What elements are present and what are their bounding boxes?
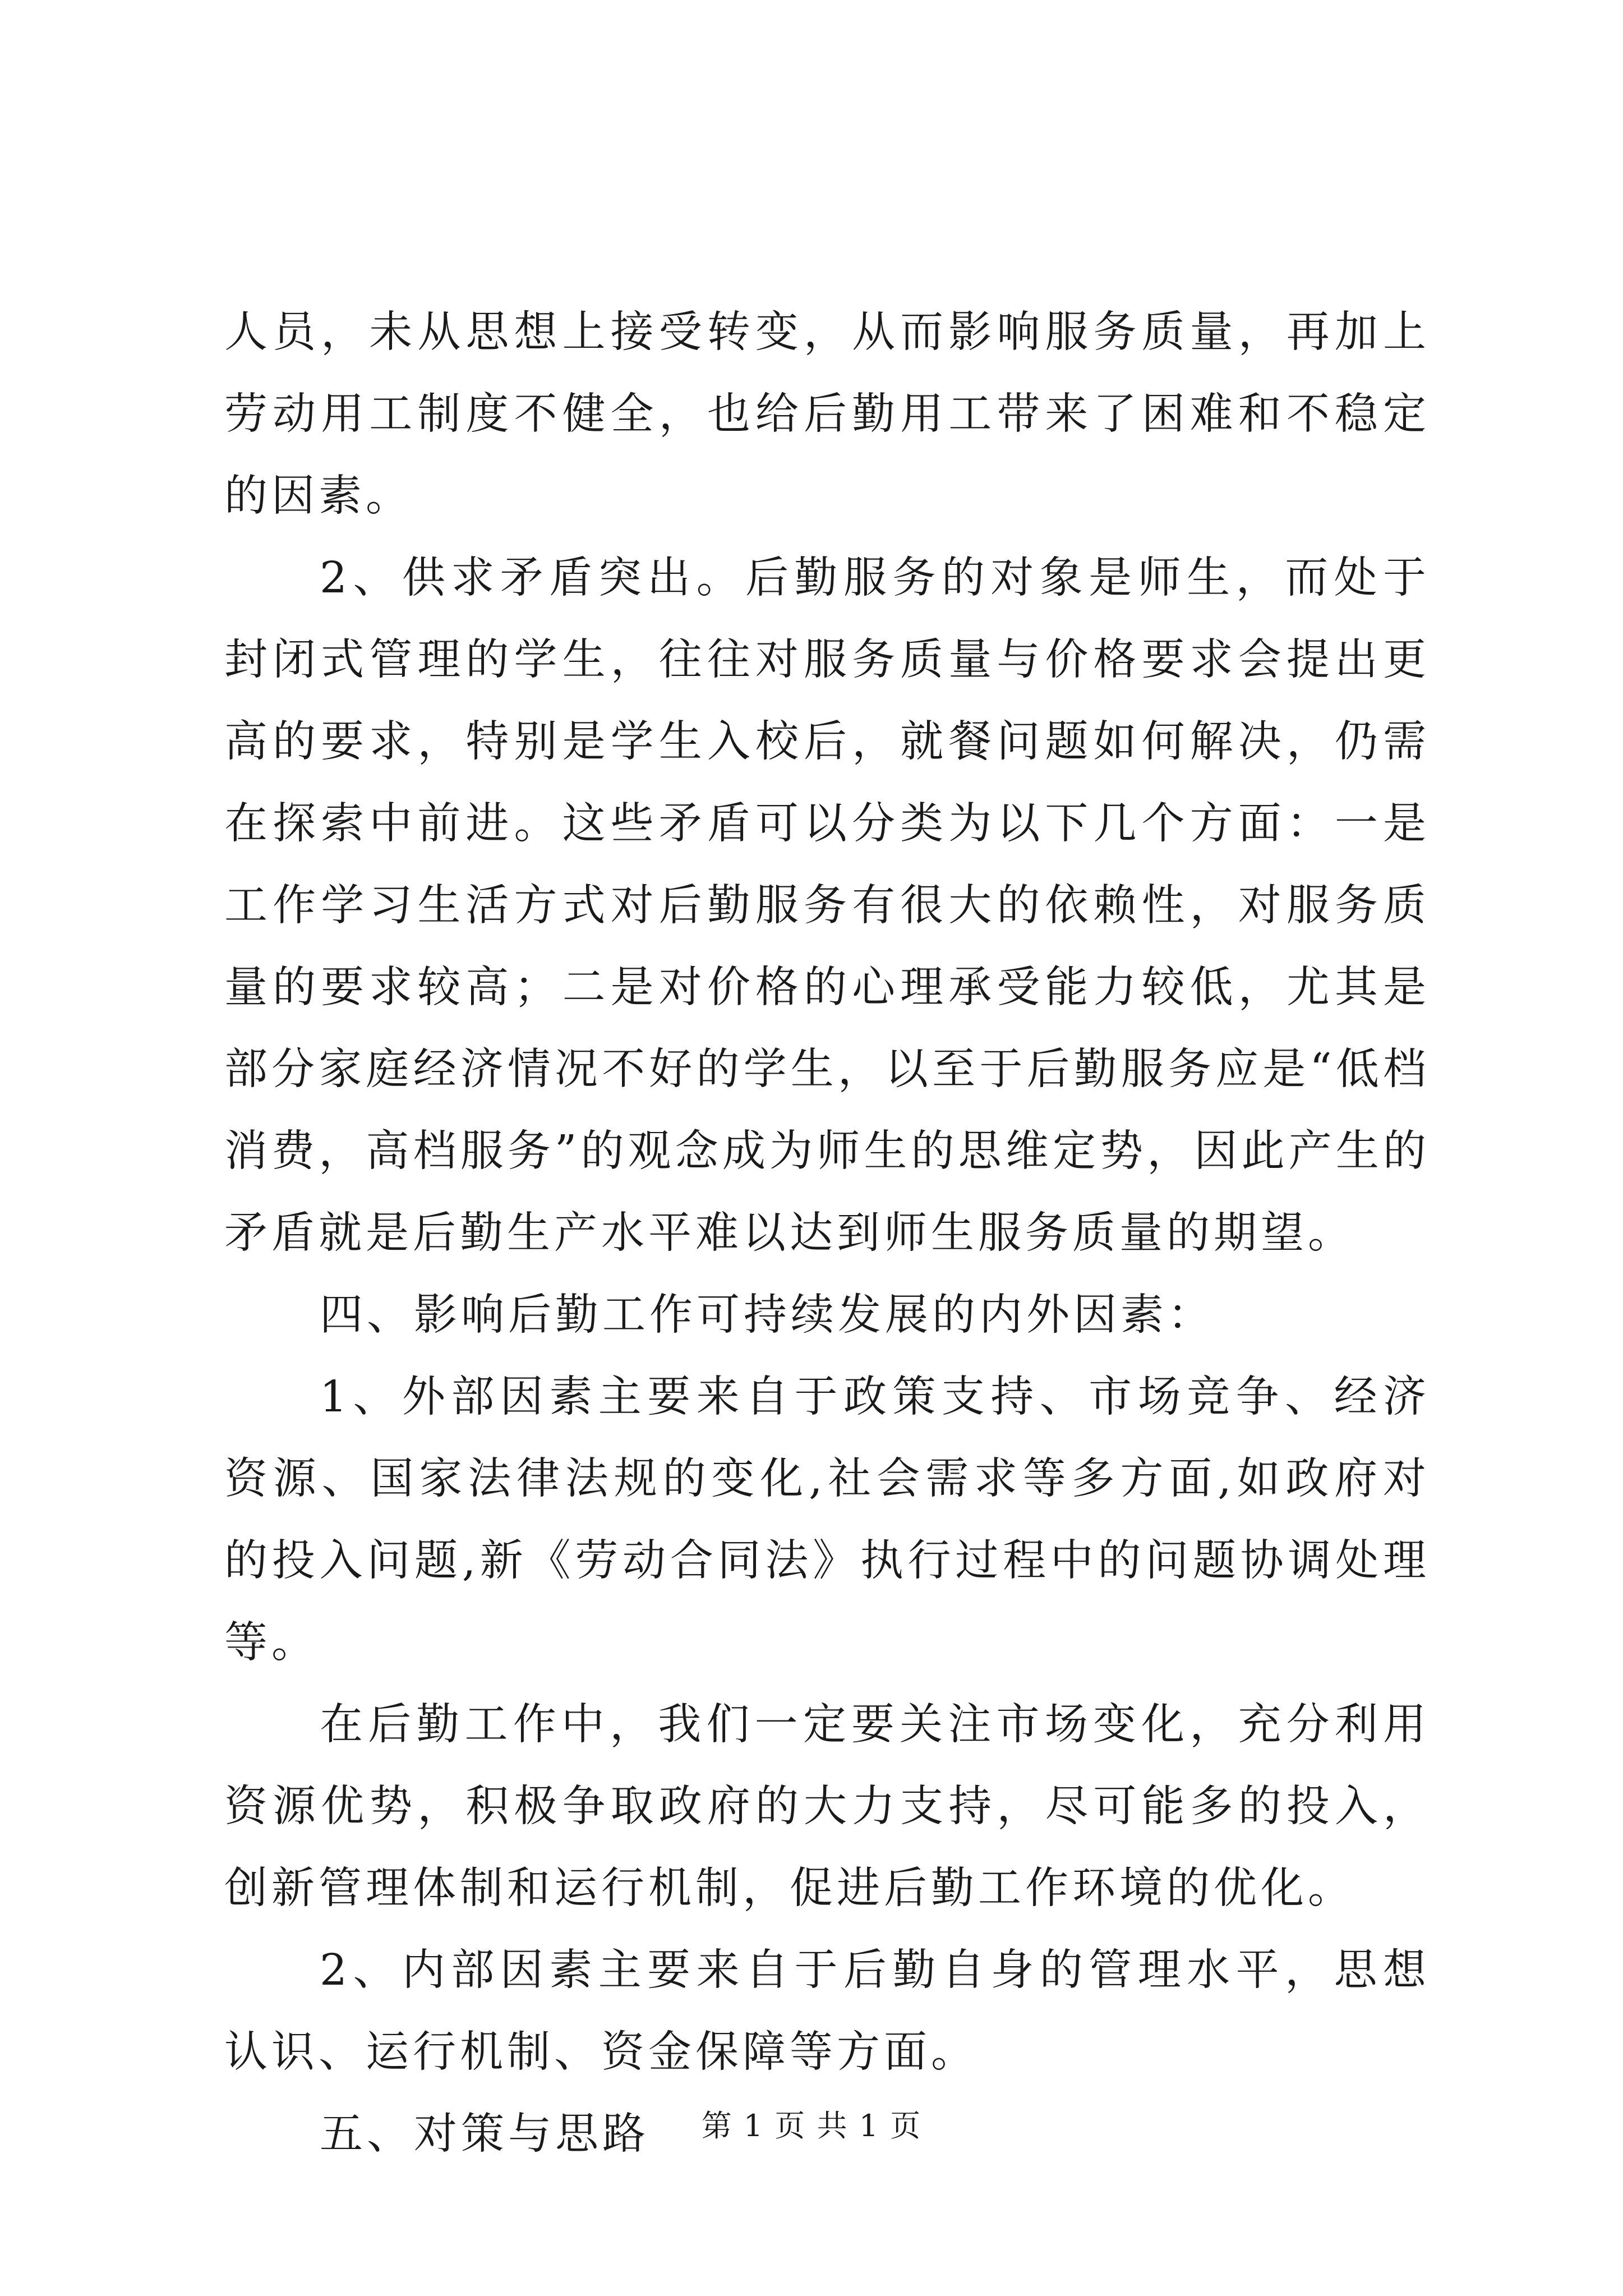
section-heading-strategies: 五、对策与思路 (320, 2109, 649, 2159)
paragraph-continuation: 人员，未从思想上接受转变，从而影响服务质量，再加上劳动用工制度不健全，也给后勤用工带来了困难和不稳定的因素。 (224, 307, 1430, 521)
paragraph-internal-factors: 2、内部因素主要来自于后勤自身的管理水平，思想认识、运行机制、资金保障等方面。 (224, 1945, 1430, 2077)
paragraph-market-focus: 在后勤工作中，我们一定要关注市场变化，充分利用资源优势，积极争取政府的大力支持，尽可能多的投入，创新管理体制和运行机制，促进后勤工作环境的优化。 (224, 1700, 1430, 1913)
document-body (224, 292, 1430, 2175)
paragraph-supply-demand: 2、供求矛盾突出。后勤服务的对象是师生，而处于封闭式管理的学生，往往对服务质量与价格要求会提出更高的要求，特别是学生入校后，就餐问题如何解决，仍需在探索中前进。这些矛盾可以分类为以下几个方面：一是工作学习生活方式对后勤服务有很大的依赖性，对服务质量的要求较高；二是对价格的心理承受能力较低，尤其是部分家庭经济情况不好的学生，以至于后勤服务应是“低档消费，高档服务”的观念成为师生的思维定势，因此产生的矛盾就是后勤生产水平难以达到师生服务质量的期望。 (224, 553, 1430, 1258)
paragraph-external-factors: 1、外部因素主要来自于政策支持、市场竞争、经济资源、国家法律法规的变化,社会需求等多方面,如政府对的投入问题,新《劳动合同法》执行过程中的问题协调处理等。 (224, 1372, 1430, 1668)
section-heading-factors: 四、影响后勤工作可持续发展的内外因素： (320, 1290, 1215, 1340)
page-number-footer: 第 1 页 共 1 页 (701, 2108, 922, 2143)
